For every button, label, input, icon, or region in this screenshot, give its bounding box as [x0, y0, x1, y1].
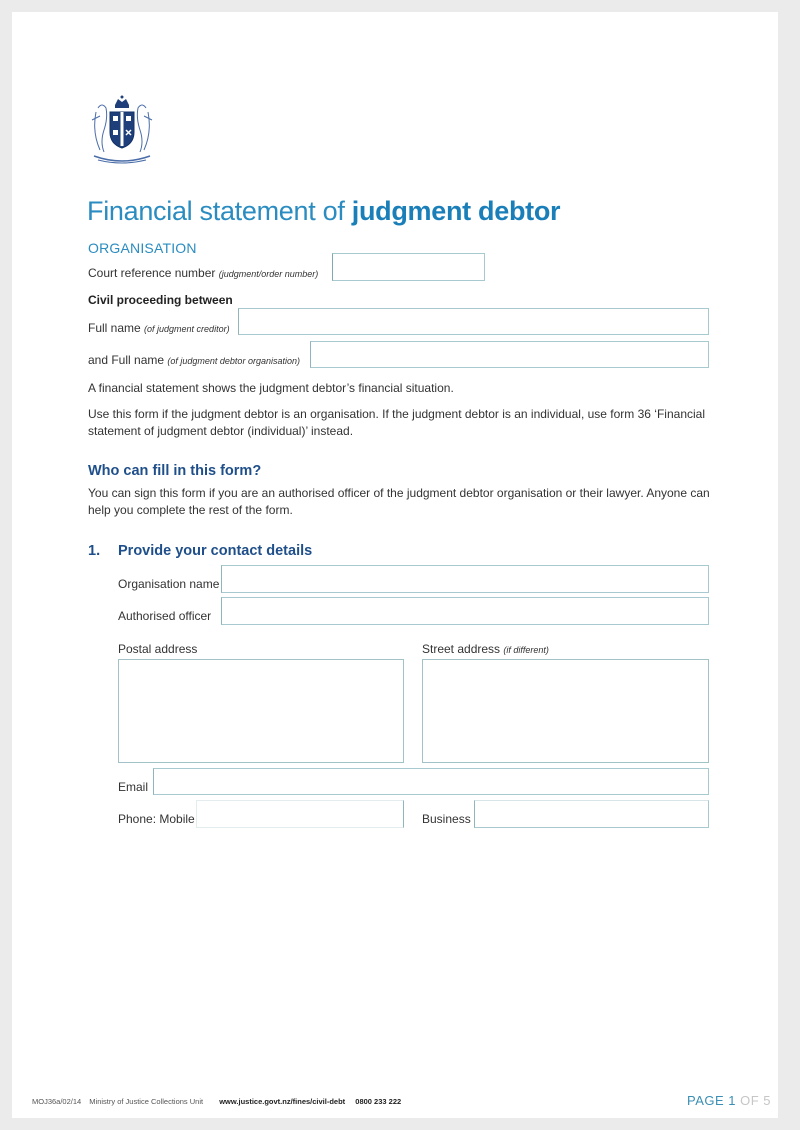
organisation-name-field[interactable]	[221, 565, 709, 593]
who-can-fill-text: You can sign this form if you are an authorised officer of the judgment debtor organisation or their lawyer. Anyone can help you complete the rest of the form.	[88, 486, 710, 517]
mobile-phone-field[interactable]	[196, 800, 404, 828]
court-reference-label: Court reference number (judgment/order number)	[88, 266, 319, 280]
business-phone-label: Business	[422, 812, 471, 826]
authorised-officer-label: Authorised officer	[118, 609, 212, 623]
creditor-name-label: Full name (of judgment creditor)	[88, 321, 230, 335]
nz-coat-of-arms-logo	[86, 90, 158, 170]
phone-number: 0800 233 222	[355, 1097, 402, 1106]
page-number: PAGE 1 OF 5	[687, 1093, 772, 1108]
document-title: Financial statement of judgment debtor	[87, 196, 561, 226]
court-reference-field[interactable]	[332, 253, 485, 281]
email-label: Email	[118, 780, 149, 794]
who-can-fill-heading: Who can fill in this form?	[88, 463, 262, 479]
mobile-phone-label: Phone: Mobile	[118, 812, 195, 826]
debtor-name-label: and Full name (of judgment debtor organisation)	[88, 353, 300, 367]
postal-address-label: Postal address	[118, 642, 198, 656]
creditor-name-field[interactable]	[238, 308, 709, 335]
street-address-field[interactable]	[422, 659, 709, 763]
document-page	[12, 12, 778, 1118]
organisation-name-label: Organisation name	[118, 577, 220, 591]
street-address-label: Street address (if different)	[422, 642, 549, 656]
website-link[interactable]: www.justice.govt.nz/fines/civil-debt	[219, 1097, 346, 1106]
document-subtitle: ORGANISATION	[88, 240, 197, 256]
authorised-officer-field[interactable]	[221, 597, 709, 625]
postal-address-field[interactable]	[118, 659, 404, 763]
collections-unit: Ministry of Justice Collections Unit	[89, 1097, 204, 1106]
email-field[interactable]	[153, 768, 709, 795]
intro-paragraph-1: A financial statement shows the judgment debtor’s financial situation.	[88, 381, 454, 395]
intro-paragraph-2: Use this form if the judgment debtor is an organisation. If the judgment debtor is an individual, use form 36 ‘Financial statement of judgment debtor (individual)’ instead.	[88, 407, 705, 438]
business-phone-field[interactable]	[474, 800, 709, 828]
section-1-heading: Provide your contact details	[118, 543, 313, 559]
footer-info	[32, 1097, 401, 1106]
debtor-name-field[interactable]	[310, 341, 709, 368]
civil-proceeding-heading: Civil proceeding between	[88, 293, 233, 307]
form-code: MOJ36a/02/14	[32, 1097, 82, 1106]
section-1-number: 1.	[88, 543, 101, 559]
